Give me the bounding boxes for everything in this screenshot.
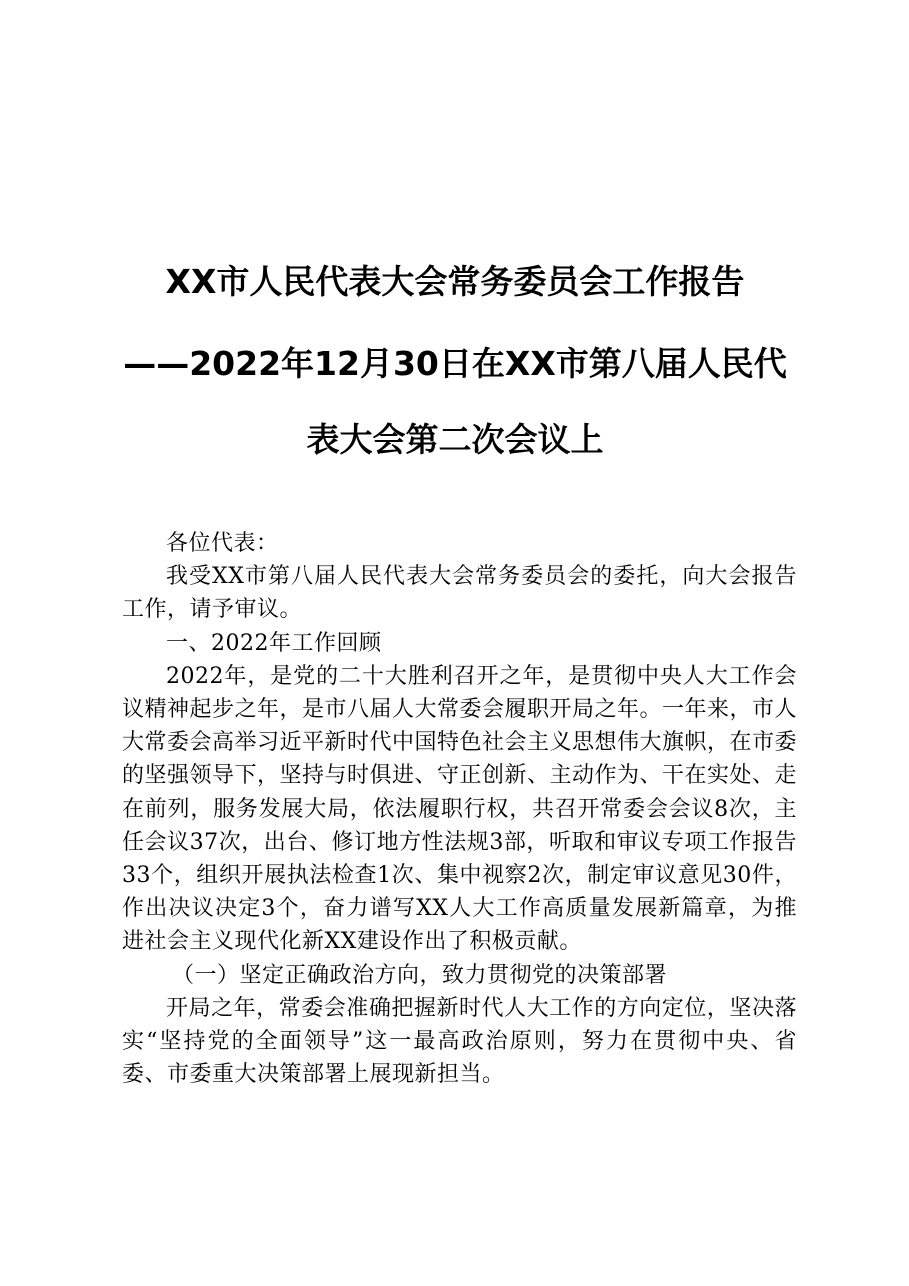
document-subtitle-line-2: 表大会第二次会议上 <box>306 420 604 459</box>
paragraph-subsection: 开局之年，常委会准确把握新时代人大工作的方向定位，坚决落实“坚持党的全面领导”这一最高政治原则，努力在贯彻中央、省委、市委重大决策部署上展现新担当。 <box>122 995 797 1088</box>
paragraph-intro: 我受XX市第八届人民代表大会常务委员会的委托，向大会报告工作，请予审议。 <box>122 564 797 623</box>
salutation: 各位代表： <box>166 531 279 556</box>
paragraph-review: 2022年，是党的二十大胜利召开之年，是贯彻中央人大工作会议精神起步之年，是市八届人大常委会履职开局之年。一年来，市人大常委会高举习近平新时代中国特色社会主义思想伟大旗帜，在市委的坚强领导下，坚持与时俱进、守正创新、主动作为、干在实处、走在前列，服务发展大局，依法履职行权，共召开常委会会议8次，主任会议37次，出台、修订地方性法规3部，听取和审议专项工作报告33个，组织开展执法检查1次、集中视察2次，制定审议意见30件，作出决议决定3个，奋力谱写XX人大工作高质量发展新篇章，为推进社会主义现代化新XX建设作出了积极贡献。 <box>122 663 798 955</box>
document-subtitle-line-1: ——2022年12月30日在XX市第八届人民代 <box>123 344 787 383</box>
section-heading: 一、2022年工作回顾 <box>166 630 382 656</box>
document-title: XX市人民代表大会常务委员会工作报告 <box>165 262 745 301</box>
subsection-heading: （一）坚定正确政治方向，致力贯彻党的决策部署 <box>172 962 668 988</box>
title-block <box>110 262 800 476</box>
document-body <box>122 527 797 1091</box>
